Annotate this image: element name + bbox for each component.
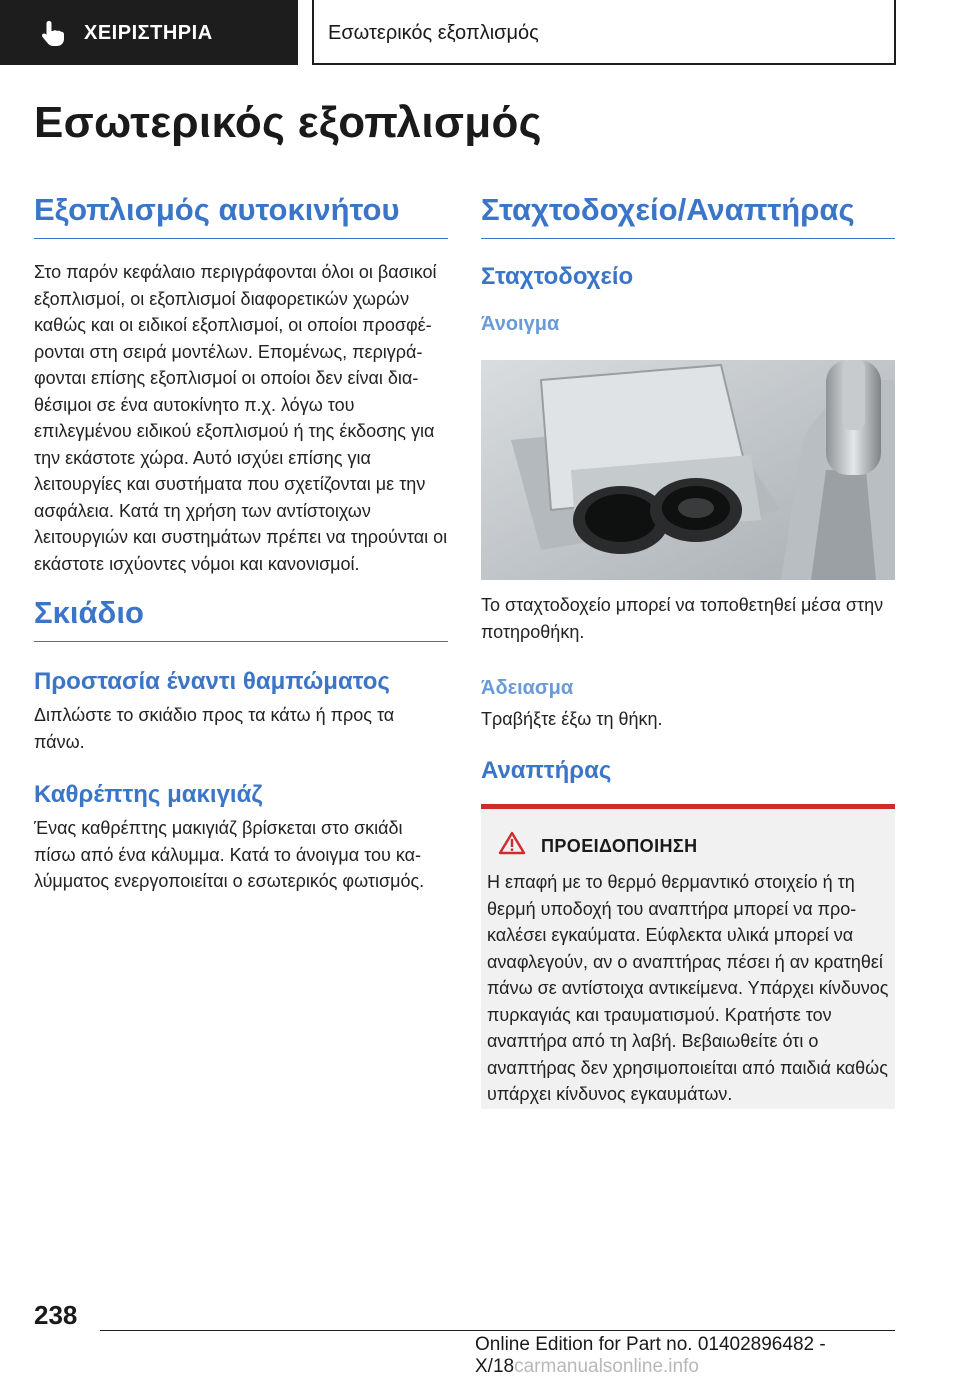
- ashtray-photo: [481, 360, 895, 580]
- edition-note: Online Edition for Part no. 01402896482 - X/18: [475, 1334, 826, 1377]
- subheading-vanity-mirror: Καθρέπτης μακιγιάζ: [34, 781, 263, 808]
- subheading-glare-protection: Προστασία έναντι θαμπώματος: [34, 668, 390, 695]
- section-heading-sun-visor: Σκιάδιο: [34, 595, 448, 642]
- subheading-ashtray: Σταχτοδοχείο: [481, 263, 634, 290]
- subheading-emptying: Άδειασμα: [481, 677, 574, 699]
- opening-text: Το σταχτοδοχείο μπορεί να τοποθετηθεί μέσα στην ποτηροθήκη.: [481, 595, 884, 642]
- section-tab[interactable]: [312, 0, 896, 65]
- footer-divider: [100, 1330, 895, 1331]
- section-heading-vehicle-equipment: Εξοπλισμός αυτοκινήτου: [34, 192, 448, 239]
- page-title: Εσωτερικός εξοπλισμός: [34, 98, 542, 147]
- ashtray-lighter-section: [481, 192, 895, 336]
- subheading-opening: Άνοιγμα: [481, 313, 560, 335]
- opening-section: [481, 592, 895, 785]
- emptying-text: Τραβήξτε έξω τη θήκη.: [481, 709, 663, 729]
- section-heading-ashtray-lighter: Σταχτοδοχείο/Αναπτήρας: [481, 192, 895, 239]
- vehicle-equipment-section: [34, 192, 448, 577]
- chapter-tab-label: ΧΕΙΡΙΣΤΗΡΙΑ: [84, 22, 213, 44]
- warning-text: Η επαφή με το θερμό θερμαντικό στοιχείο ή τη θερμή υποδοχή του αναπτήρα μπορεί να προκαλέσει εγκαύματα. Εύφλεκτα υλικά μπορεί να αναφλεγούν, αν ο αναπτήρας πέσει ή αν κρατηθεί πάνω σε αντίστοιχα αντικείμενα. Υπάρχει κίνδυνος πυρκαγιάς και τραυματισμού. Κρατήστε τον αναπτήρα από τη λαβή. Βεβαιωθείτε ότι ο αναπτήρας δεν χρησιμοποιείται από παιδιά καθώς υπάρχει κίνδυνος εγκαυμάτων.: [487, 872, 889, 1104]
- sun-visor-section: [34, 595, 448, 895]
- section-tab-label: Εσωτερικός εξοπλισμός: [328, 22, 539, 44]
- ashtray-illustration: [481, 360, 895, 580]
- warning-box: [481, 804, 895, 1109]
- glare-protection-text: Διπλώστε το σκιάδιο προς τα κάτω ή προς τα πάνω.: [34, 705, 395, 752]
- watermark: carmanualsonline.info: [514, 1356, 699, 1377]
- subheading-lighter: Αναπτήρας: [481, 756, 612, 784]
- page-number: 238: [34, 1300, 78, 1330]
- vehicle-equipment-text: Στο παρόν κεφάλαιο περιγράφονται όλοι οι βασικοί εξοπλισμοί, οι εξοπλισμοί διαφορετικών χωρών καθώς και οι ειδικοί εξοπλισμοί, οι οποίοι προσφέρονται στη σειρά μοντέλων. Επομένως, περιγράφονται επίσης εξοπλισμοί οι οποίοι δεν είναι διαθέσιμοι σε ένα αυτοκίνητο π.χ. λόγω του επιλεγμένου ειδικού εξοπλισμού ή της έκδοσης για την εκάστοτε χώρα. Αυτό ισχύει επίσης για λειτουργίες και συστήματα που σχετίζονται με την ασφάλεια. Κατά τη χρήση των αντίστοιχων λειτουργιών και συστημάτων πρέπει να τηρούνται οι εκάστοτε ισχύοντες νόμοι και κανονισμοί.: [34, 262, 448, 574]
- footer-text: [475, 1334, 960, 1378]
- warning-title: ΠΡΟΕΙΔΟΠΟΙΗΣΗ: [541, 836, 698, 856]
- pointing-hand-icon: [38, 18, 68, 48]
- chapter-tab[interactable]: [0, 0, 298, 65]
- warning-triangle-icon: [499, 831, 525, 855]
- vanity-mirror-text: Ένας καθρέπτης μακιγιάζ βρίσκεται στο σκιάδι πίσω από ένα κάλυμμα. Κατά το άνοιγμα του καλύμματος ενεργοποιείται ο εσωτερικός φωτισμός.: [34, 818, 425, 891]
